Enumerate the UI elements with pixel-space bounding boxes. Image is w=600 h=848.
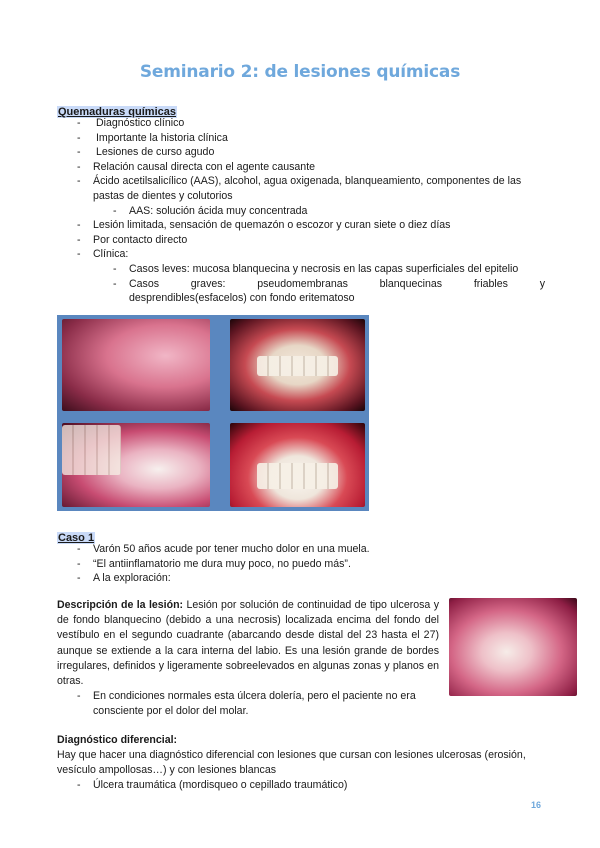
list-item: - Relación causal directa con el agente causante: [57, 160, 545, 175]
list-item: - Importante la historia clínica: [57, 131, 545, 146]
list-item: - En condiciones normales esta úlcera dolería, pero el paciente no era consciente por el dolor del molar.: [57, 689, 439, 719]
clinical-photo-mucosa: [62, 319, 210, 411]
list-item: - Diagnóstico clínico: [57, 116, 545, 131]
sublist-item-continuation: desprendibles(esfacelos) con fondo eritematoso: [129, 292, 355, 305]
differential-diagnosis: [57, 733, 545, 793]
page-title: Seminario 2: de lesiones químicas: [139, 62, 461, 82]
teeth-shape: [62, 425, 121, 475]
clinical-photo-teeth: [230, 319, 365, 411]
teeth-shape: [257, 463, 338, 488]
sublist-item: - AAS: solución ácida muy concentrada: [57, 204, 545, 219]
quemaduras-list: [57, 116, 545, 306]
list-item-continuation: pastas de dientes y colutorios: [93, 189, 233, 202]
clinical-photo-case: [449, 598, 577, 696]
list-item: - Lesión limitada, sensación de quemazón o escozor y curan siete o diez días: [57, 218, 545, 233]
diagnosis-text: Hay que hacer una diagnóstico diferencial con lesiones que cursan con lesiones ulcerosas (erosión, vesículo ampollosas…) y con lesiones blancas: [57, 749, 526, 776]
caso-list: [57, 542, 545, 586]
list-item: - Ácido acetilsalicílico (AAS), alcohol, agua oxigenada, blanqueamiento, componentes de las: [57, 174, 545, 189]
clinical-photo-lesion: [62, 423, 210, 507]
list-item: - A la exploración:: [57, 571, 545, 586]
teeth-shape: [257, 356, 338, 376]
list-item: - “El antiinflamatorio me dura muy poco, no puedo más”.: [57, 557, 545, 572]
list-item: - Lesiones de curso agudo: [57, 145, 545, 160]
section-heading-caso: Caso 1: [58, 532, 95, 544]
sublist-item: - Casos graves: pseudomembranas blanquecinas friables y: [57, 277, 545, 292]
diagnosis-heading: Diagnóstico diferencial:: [57, 734, 178, 746]
clinical-photo-collage: [57, 315, 369, 511]
list-item: - Úlcera traumática (mordisqueo o cepillado traumático): [57, 778, 545, 793]
list-item: - Clínica:: [57, 247, 545, 262]
section-heading-quemaduras: Quemaduras químicas: [58, 106, 176, 118]
sublist-item: - Casos leves: mucosa blanquecina y necrosis en las capas superficiales del epitelio: [57, 262, 545, 277]
list-item: - Varón 50 años acude por tener mucho dolor en una muela.: [57, 542, 545, 557]
clinical-photo-gingiva: [230, 423, 365, 507]
lesion-description: Descripción de la lesión: Lesión por solución de continuidad de tipo ulcerosa y de fondo blanquecino (debido a una necrosis) localizada encima del fondo del vestíbulo en el segundo cuadrante (abarcando desde distal del 23 hasta el 27) aunque se extiende a la cara interna del labio. Es una lesión grande de bordes irregulares, definidos y ligeramente sobreelevados en algunas zonas y planos en otras. - En condiciones normales esta úlcera dolería, pero el paciente no era consciente por el dolor del molar.: [57, 598, 439, 720]
page-number: 16: [531, 800, 542, 810]
list-item: - Por contacto directo: [57, 233, 545, 248]
